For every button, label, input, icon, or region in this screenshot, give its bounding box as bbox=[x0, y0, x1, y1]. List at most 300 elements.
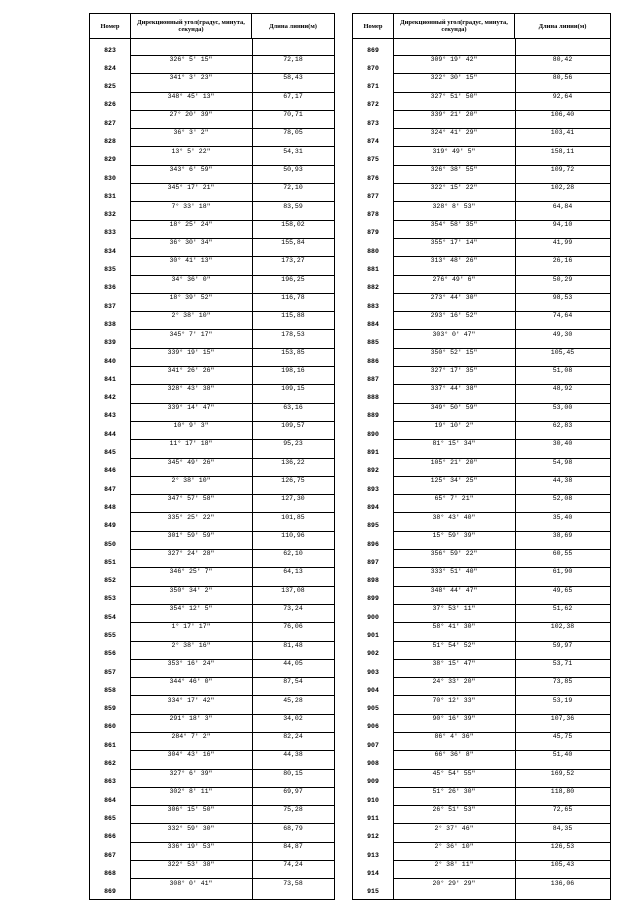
table-row bbox=[90, 521, 334, 539]
angle-cell: 303° 0' 47" bbox=[393, 329, 515, 337]
angle-cell: 327° 24' 28" bbox=[130, 549, 252, 557]
table-row bbox=[353, 594, 610, 612]
length-cell: 63,16 bbox=[252, 403, 334, 411]
table-row bbox=[353, 63, 610, 81]
table-row bbox=[90, 576, 334, 594]
point-number: 871 bbox=[367, 83, 379, 91]
length-cell: 35,40 bbox=[515, 512, 610, 520]
length-cell: 137,08 bbox=[252, 586, 334, 594]
table-row bbox=[90, 393, 334, 411]
table-row bbox=[90, 210, 334, 228]
rows-container bbox=[353, 45, 610, 899]
angle-cell: 90° 16' 39" bbox=[393, 714, 515, 722]
left-table bbox=[89, 13, 335, 900]
point-number: 908 bbox=[367, 760, 379, 768]
angle-cell: 19° 10' 2" bbox=[393, 421, 515, 429]
angle-cell: 13° 5' 22" bbox=[130, 146, 252, 154]
angle-cell: 328° 43' 38" bbox=[130, 384, 252, 392]
table-row bbox=[90, 356, 334, 374]
header-length: Длина линии(м) bbox=[269, 22, 317, 30]
table-row bbox=[90, 448, 334, 466]
length-cell: 51,08 bbox=[515, 366, 610, 374]
length-cell: 44,38 bbox=[515, 476, 610, 484]
point-number: 857 bbox=[104, 668, 116, 676]
table-row bbox=[90, 429, 334, 447]
point-number: 859 bbox=[104, 705, 116, 713]
header-number: Номер bbox=[100, 22, 120, 30]
table-row bbox=[90, 539, 334, 557]
point-number: 897 bbox=[367, 558, 379, 566]
length-cell: 158,02 bbox=[252, 220, 334, 228]
point-number: 914 bbox=[367, 869, 379, 877]
point-number: 881 bbox=[367, 266, 379, 274]
angle-cell: 18° 25' 24" bbox=[130, 220, 252, 228]
point-number: 864 bbox=[104, 796, 116, 804]
point-number: 856 bbox=[104, 650, 116, 658]
point-number: 879 bbox=[367, 229, 379, 237]
point-number: 860 bbox=[104, 723, 116, 731]
table-row bbox=[353, 850, 610, 868]
angle-cell: 345° 7' 17" bbox=[130, 329, 252, 337]
point-number: 898 bbox=[367, 577, 379, 585]
angle-cell: 301° 59' 59" bbox=[130, 531, 252, 539]
point-number: 895 bbox=[367, 522, 379, 530]
angle-cell: 335° 25' 22" bbox=[130, 512, 252, 520]
angle-cell: 273° 44' 30" bbox=[393, 293, 515, 301]
angle-cell: 328° 8' 53" bbox=[393, 201, 515, 209]
table-row bbox=[90, 246, 334, 264]
table-row bbox=[353, 832, 610, 850]
length-cell: 44,05 bbox=[252, 659, 334, 667]
angle-cell: 322° 53' 38" bbox=[130, 860, 252, 868]
angle-cell: 332° 59' 30" bbox=[130, 823, 252, 831]
length-cell: 196,25 bbox=[252, 275, 334, 283]
length-cell: 49,65 bbox=[515, 586, 610, 594]
point-number: 851 bbox=[104, 558, 116, 566]
table-row bbox=[353, 612, 610, 630]
angle-cell: 2° 38' 10" bbox=[130, 311, 252, 319]
length-cell: 136,06 bbox=[515, 878, 610, 886]
point-number: 844 bbox=[104, 430, 116, 438]
point-number: 876 bbox=[367, 174, 379, 182]
angle-cell: 24° 33' 20" bbox=[393, 677, 515, 685]
length-cell: 68,79 bbox=[252, 823, 334, 831]
angle-cell: 326° 38' 55" bbox=[393, 165, 515, 173]
length-cell: 158,11 bbox=[515, 146, 610, 154]
angle-cell: 333° 51' 40" bbox=[393, 567, 515, 575]
length-cell: 92,64 bbox=[515, 92, 610, 100]
angle-cell: 339° 21' 20" bbox=[393, 110, 515, 118]
table-row bbox=[353, 887, 610, 899]
point-number: 896 bbox=[367, 540, 379, 548]
point-number: 885 bbox=[367, 339, 379, 347]
angle-cell: 348° 45' 13" bbox=[130, 92, 252, 100]
point-number: 878 bbox=[367, 211, 379, 219]
table-row bbox=[353, 502, 610, 520]
point-number: 905 bbox=[367, 705, 379, 713]
length-cell: 178,53 bbox=[252, 329, 334, 337]
table-row bbox=[353, 777, 610, 795]
table-row bbox=[90, 173, 334, 191]
point-number: 887 bbox=[367, 375, 379, 383]
point-number: 862 bbox=[104, 760, 116, 768]
angle-cell: 343° 6' 59" bbox=[130, 165, 252, 173]
angle-cell: 336° 19' 53" bbox=[130, 842, 252, 850]
table-row bbox=[90, 82, 334, 100]
table-row bbox=[90, 45, 334, 63]
point-number: 872 bbox=[367, 101, 379, 109]
point-number: 835 bbox=[104, 266, 116, 274]
point-number: 899 bbox=[367, 595, 379, 603]
length-cell: 62,10 bbox=[252, 549, 334, 557]
point-number: 900 bbox=[367, 613, 379, 621]
angle-cell: 350° 34' 2" bbox=[130, 586, 252, 594]
table-row bbox=[90, 612, 334, 630]
length-cell: 105,43 bbox=[515, 860, 610, 868]
length-cell: 73,24 bbox=[252, 604, 334, 612]
point-number: 866 bbox=[104, 833, 116, 841]
point-number: 890 bbox=[367, 430, 379, 438]
angle-cell: 20° 29' 29" bbox=[393, 878, 515, 886]
table-row bbox=[90, 502, 334, 520]
point-number: 824 bbox=[104, 64, 116, 72]
table-row bbox=[90, 850, 334, 868]
length-cell: 75,28 bbox=[252, 805, 334, 813]
length-cell: 94,10 bbox=[515, 220, 610, 228]
table-row bbox=[90, 759, 334, 777]
length-cell: 81,48 bbox=[252, 641, 334, 649]
angle-cell: 327° 6' 39" bbox=[130, 769, 252, 777]
length-cell: 76,06 bbox=[252, 622, 334, 630]
length-cell: 45,28 bbox=[252, 695, 334, 703]
point-number: 904 bbox=[367, 686, 379, 694]
table-row bbox=[353, 173, 610, 191]
point-number: 915 bbox=[367, 888, 379, 896]
angle-cell: 345° 49' 26" bbox=[130, 458, 252, 466]
angle-cell: 2° 38' 16" bbox=[130, 641, 252, 649]
length-cell: 26,16 bbox=[515, 256, 610, 264]
length-cell: 106,40 bbox=[515, 110, 610, 118]
table-row bbox=[90, 832, 334, 850]
angle-cell: 2° 37' 46" bbox=[393, 823, 515, 831]
angle-cell: 37° 53' 11" bbox=[393, 604, 515, 612]
angle-cell: 348° 44' 47" bbox=[393, 586, 515, 594]
header-number: Номер bbox=[363, 22, 383, 30]
table-row bbox=[353, 155, 610, 173]
angle-cell: 327° 51' 50" bbox=[393, 92, 515, 100]
angle-cell: 353° 16' 24" bbox=[130, 659, 252, 667]
point-number: 911 bbox=[367, 814, 379, 822]
length-cell: 53,19 bbox=[515, 695, 610, 703]
length-cell: 136,22 bbox=[252, 458, 334, 466]
point-number: 893 bbox=[367, 485, 379, 493]
length-cell: 110,96 bbox=[252, 531, 334, 539]
length-cell: 73,85 bbox=[515, 677, 610, 685]
length-cell: 80,42 bbox=[515, 55, 610, 63]
angle-cell: 341° 26' 26" bbox=[130, 366, 252, 374]
header-length: Длина линии(м) bbox=[538, 22, 587, 30]
length-cell: 84,87 bbox=[252, 842, 334, 850]
table-row bbox=[90, 265, 334, 283]
point-number: 861 bbox=[104, 741, 116, 749]
rows-container bbox=[90, 45, 334, 899]
length-cell: 61,90 bbox=[515, 567, 610, 575]
point-number: 865 bbox=[104, 814, 116, 822]
table-row bbox=[90, 631, 334, 649]
table-row bbox=[353, 265, 610, 283]
table-row bbox=[353, 667, 610, 685]
point-number: 830 bbox=[104, 174, 116, 182]
point-number: 837 bbox=[104, 302, 116, 310]
length-cell: 105,45 bbox=[515, 348, 610, 356]
point-number: 850 bbox=[104, 540, 116, 548]
table-row bbox=[90, 155, 334, 173]
table-row bbox=[353, 704, 610, 722]
table-row bbox=[90, 191, 334, 209]
point-number: 853 bbox=[104, 595, 116, 603]
angle-cell: 65° 7' 21" bbox=[393, 494, 515, 502]
length-cell: 52,08 bbox=[515, 494, 610, 502]
table-row bbox=[353, 100, 610, 118]
length-cell: 87,54 bbox=[252, 677, 334, 685]
length-cell: 115,88 bbox=[252, 311, 334, 319]
point-number: 841 bbox=[104, 375, 116, 383]
length-cell: 107,36 bbox=[515, 714, 610, 722]
table-row bbox=[90, 338, 334, 356]
angle-cell: 339° 14' 47" bbox=[130, 403, 252, 411]
point-number: 827 bbox=[104, 119, 116, 127]
angle-cell: 15° 59' 39" bbox=[393, 531, 515, 539]
table-row bbox=[90, 63, 334, 81]
point-number: 854 bbox=[104, 613, 116, 621]
point-number: 870 bbox=[367, 64, 379, 72]
length-cell: 62,83 bbox=[515, 421, 610, 429]
table-row bbox=[90, 301, 334, 319]
angle-cell: 354° 12' 5" bbox=[130, 604, 252, 612]
point-number: 831 bbox=[104, 192, 116, 200]
table-row bbox=[353, 649, 610, 667]
point-number: 912 bbox=[367, 833, 379, 841]
length-cell: 51,40 bbox=[515, 750, 610, 758]
point-number: 846 bbox=[104, 467, 116, 475]
angle-cell: 58° 41' 30" bbox=[393, 622, 515, 630]
table-row bbox=[353, 685, 610, 703]
length-cell: 74,24 bbox=[252, 860, 334, 868]
table-header bbox=[90, 14, 334, 39]
table-row bbox=[353, 319, 610, 337]
angle-cell: 66° 36' 8" bbox=[393, 750, 515, 758]
angle-cell: 105° 21' 20" bbox=[393, 458, 515, 466]
table-row bbox=[353, 557, 610, 575]
length-cell: 45,75 bbox=[515, 732, 610, 740]
table-row bbox=[353, 338, 610, 356]
angle-cell: 349° 50' 59" bbox=[393, 403, 515, 411]
table-row bbox=[90, 557, 334, 575]
length-cell: 50,93 bbox=[252, 165, 334, 173]
point-number: 880 bbox=[367, 247, 379, 255]
point-number: 869 bbox=[104, 888, 116, 896]
point-number: 858 bbox=[104, 686, 116, 694]
table-row bbox=[90, 813, 334, 831]
angle-cell: 18° 39' 52" bbox=[130, 293, 252, 301]
length-cell: 103,41 bbox=[515, 128, 610, 136]
point-number: 867 bbox=[104, 851, 116, 859]
table-row bbox=[90, 649, 334, 667]
length-cell: 109,72 bbox=[515, 165, 610, 173]
point-number: 906 bbox=[367, 723, 379, 731]
header-angle: Дирекционный угол(градус, минута, секунда) bbox=[393, 14, 515, 38]
table-row bbox=[90, 466, 334, 484]
length-cell: 126,53 bbox=[515, 842, 610, 850]
table-header bbox=[353, 14, 610, 39]
angle-cell: 293° 16' 52" bbox=[393, 311, 515, 319]
length-cell: 153,85 bbox=[252, 348, 334, 356]
point-number: 832 bbox=[104, 211, 116, 219]
table-row bbox=[353, 82, 610, 100]
point-number: 894 bbox=[367, 503, 379, 511]
angle-cell: 38° 43' 40" bbox=[393, 512, 515, 520]
length-cell: 80,15 bbox=[252, 769, 334, 777]
table-row bbox=[353, 210, 610, 228]
point-number: 852 bbox=[104, 577, 116, 585]
point-number: 848 bbox=[104, 503, 116, 511]
angle-cell: 2° 36' 10" bbox=[393, 842, 515, 850]
length-cell: 72,10 bbox=[252, 183, 334, 191]
point-number: 902 bbox=[367, 650, 379, 658]
point-number: 849 bbox=[104, 522, 116, 530]
table-row bbox=[90, 136, 334, 154]
point-number: 829 bbox=[104, 156, 116, 164]
length-cell: 67,17 bbox=[252, 92, 334, 100]
table-row bbox=[90, 740, 334, 758]
point-number: 834 bbox=[104, 247, 116, 255]
table-row bbox=[353, 191, 610, 209]
angle-cell: 2° 38' 10" bbox=[130, 476, 252, 484]
length-cell: 116,78 bbox=[252, 293, 334, 301]
table-row bbox=[90, 887, 334, 899]
table-row bbox=[353, 356, 610, 374]
length-cell: 38,69 bbox=[515, 531, 610, 539]
angle-cell: 51° 54' 52" bbox=[393, 641, 515, 649]
length-cell: 54,98 bbox=[515, 458, 610, 466]
length-cell: 102,38 bbox=[515, 622, 610, 630]
point-number: 882 bbox=[367, 284, 379, 292]
angle-cell: 284° 7' 2" bbox=[130, 732, 252, 740]
table-row bbox=[353, 228, 610, 246]
angle-cell: 356° 59' 22" bbox=[393, 549, 515, 557]
angle-cell: 30° 41' 13" bbox=[130, 256, 252, 264]
angle-cell: 308° 0' 41" bbox=[130, 878, 252, 886]
table-row bbox=[353, 466, 610, 484]
point-number: 874 bbox=[367, 137, 379, 145]
angle-cell: 341° 3' 23" bbox=[130, 73, 252, 81]
table-row bbox=[353, 868, 610, 886]
table-row bbox=[90, 722, 334, 740]
length-cell: 73,58 bbox=[252, 878, 334, 886]
point-number: 868 bbox=[104, 869, 116, 877]
point-number: 855 bbox=[104, 632, 116, 639]
angle-cell: 326° 5' 15" bbox=[130, 55, 252, 63]
length-cell: 30,40 bbox=[515, 439, 610, 447]
table-row bbox=[353, 374, 610, 392]
length-cell: 48,92 bbox=[515, 384, 610, 392]
point-number: 826 bbox=[104, 101, 116, 109]
point-number: 843 bbox=[104, 412, 116, 420]
length-cell: 44,38 bbox=[252, 750, 334, 758]
point-number: 836 bbox=[104, 284, 116, 292]
table-row bbox=[353, 740, 610, 758]
point-number: 840 bbox=[104, 357, 116, 365]
length-cell: 109,57 bbox=[252, 421, 334, 429]
length-cell: 173,27 bbox=[252, 256, 334, 264]
point-number: 875 bbox=[367, 156, 379, 164]
angle-cell: 86° 4' 36" bbox=[393, 732, 515, 740]
table-row bbox=[353, 45, 610, 63]
table-row bbox=[353, 393, 610, 411]
point-number: 833 bbox=[104, 229, 116, 237]
angle-cell: 81° 15' 34" bbox=[393, 439, 515, 447]
right-table bbox=[352, 13, 611, 900]
length-cell: 53,71 bbox=[515, 659, 610, 667]
point-number: 863 bbox=[104, 778, 116, 786]
angle-cell: 350° 52' 15" bbox=[393, 348, 515, 356]
point-number: 907 bbox=[367, 741, 379, 749]
point-number: 869 bbox=[367, 46, 379, 54]
length-cell: 83,59 bbox=[252, 201, 334, 209]
table-row bbox=[353, 301, 610, 319]
angle-cell: 319° 49' 5" bbox=[393, 146, 515, 154]
angle-cell: 27° 20' 39" bbox=[130, 110, 252, 118]
table-row bbox=[353, 521, 610, 539]
angle-cell: 337° 44' 38" bbox=[393, 384, 515, 392]
length-cell: 58,43 bbox=[252, 73, 334, 81]
angle-cell: 125° 34' 25" bbox=[393, 476, 515, 484]
angle-cell: 2° 38' 11" bbox=[393, 860, 515, 868]
table-row bbox=[353, 448, 610, 466]
angle-cell: 306° 15' 50" bbox=[130, 805, 252, 813]
point-number: 845 bbox=[104, 449, 116, 457]
length-cell: 53,00 bbox=[515, 403, 610, 411]
table-row bbox=[90, 411, 334, 429]
point-number: 913 bbox=[367, 851, 379, 859]
point-number: 838 bbox=[104, 320, 116, 328]
length-cell: 84,35 bbox=[515, 823, 610, 831]
table-row bbox=[90, 118, 334, 136]
point-number: 892 bbox=[367, 467, 379, 475]
table-row bbox=[353, 722, 610, 740]
angle-cell: 11° 17' 18" bbox=[130, 439, 252, 447]
point-number: 828 bbox=[104, 137, 116, 145]
point-number: 886 bbox=[367, 357, 379, 365]
table-row bbox=[90, 667, 334, 685]
table-row bbox=[353, 539, 610, 557]
point-number: 883 bbox=[367, 302, 379, 310]
length-cell: 64,13 bbox=[252, 567, 334, 575]
angle-cell: 313° 48' 26" bbox=[393, 256, 515, 264]
angle-cell: 291° 18' 3" bbox=[130, 714, 252, 722]
length-cell: 95,23 bbox=[252, 439, 334, 447]
length-cell: 155,84 bbox=[252, 238, 334, 246]
length-cell: 82,24 bbox=[252, 732, 334, 740]
table-row bbox=[353, 283, 610, 301]
length-cell: 98,53 bbox=[515, 293, 610, 301]
table-row bbox=[90, 868, 334, 886]
angle-cell: 70° 12' 33" bbox=[393, 695, 515, 703]
angle-cell: 324° 41' 29" bbox=[393, 128, 515, 136]
angle-cell: 10° 9' 3" bbox=[130, 421, 252, 429]
table-row bbox=[353, 136, 610, 154]
angle-cell: 322° 30' 15" bbox=[393, 73, 515, 81]
